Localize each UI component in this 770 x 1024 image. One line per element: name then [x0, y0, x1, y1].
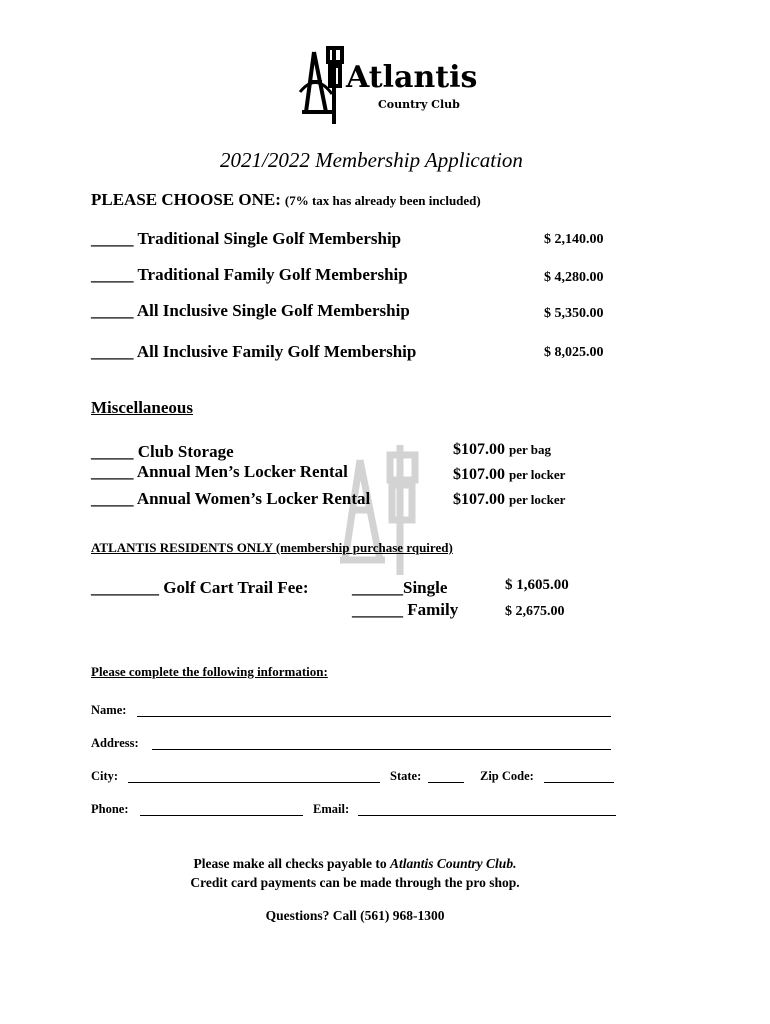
logo-name: Atlantis [346, 60, 478, 95]
phone-label: Phone: [91, 802, 129, 816]
logo-subtitle: Country Club [378, 98, 460, 111]
misc-item[interactable] [91, 489, 370, 509]
membership-option[interactable] [91, 229, 401, 249]
blank-line: _____ [91, 301, 134, 320]
cart-fee-label: Golf Cart Trail Fee: [163, 578, 309, 597]
misc-item[interactable] [91, 462, 348, 482]
misc-price-row [453, 466, 565, 484]
membership-label: All Inclusive Family Golf Membership [136, 342, 417, 361]
blank-line: ________ [91, 578, 159, 597]
family-price: $ 2,675.00 [505, 604, 565, 619]
email-label: Email: [313, 802, 350, 816]
blank-line: _____ [91, 489, 134, 508]
membership-option[interactable] [91, 265, 408, 285]
cart-fee-row[interactable] [91, 578, 309, 598]
blank-line: _____ [91, 229, 134, 248]
address-label: Address: [91, 736, 139, 750]
city-label: City: [91, 769, 119, 783]
credit-note: Credit card payments can be made through the pro shop. [190, 875, 520, 890]
name-field[interactable] [137, 716, 611, 717]
tax-note: (7% tax has already been included) [284, 193, 481, 208]
checks-note [0, 856, 710, 872]
family-label: Family [407, 600, 459, 619]
state-label: State: [390, 769, 422, 783]
cart-fee-family[interactable] [352, 600, 458, 620]
name-label: Name: [91, 703, 127, 717]
choose-heading: PLEASE CHOOSE ONE: [91, 190, 281, 209]
misc-label: Annual Men’s Locker Rental [136, 462, 348, 481]
questions-note: Questions? Call (561) 968-1300 [265, 908, 445, 923]
membership-label: All Inclusive Single Golf Membership [136, 301, 410, 320]
cart-fee-single[interactable] [352, 578, 447, 598]
membership-option[interactable] [91, 342, 416, 362]
atlantis-logo [296, 42, 476, 130]
state-field[interactable] [428, 782, 464, 783]
lighthouse-watermark-icon [330, 440, 450, 580]
membership-price: $ 2,140.00 [544, 232, 604, 247]
membership-price: $ 8,025.00 [544, 345, 604, 360]
misc-label: Club Storage [137, 442, 234, 461]
misc-unit: per bag [509, 442, 552, 457]
blank-line: ______ [352, 600, 403, 619]
city-field[interactable] [128, 782, 380, 783]
misc-price: $107.00 [453, 466, 505, 483]
membership-label: Traditional Family Golf Membership [137, 265, 408, 284]
misc-unit: per locker [509, 467, 566, 482]
membership-option[interactable] [91, 301, 410, 321]
single-label: Single [403, 578, 448, 597]
membership-price: $ 5,350.00 [544, 306, 604, 321]
misc-unit: per locker [509, 492, 566, 507]
misc-item[interactable] [91, 442, 234, 462]
blank-line: ______ [352, 578, 403, 597]
misc-price-row [453, 441, 551, 459]
blank-line: _____ [91, 442, 134, 461]
zip-label: Zip Code: [480, 769, 534, 783]
misc-price: $107.00 [453, 491, 505, 508]
residents-heading: ATLANTIS RESIDENTS ONLY (membership purchase rquired) [91, 540, 453, 555]
address-field[interactable] [152, 749, 611, 750]
zip-field[interactable] [544, 782, 614, 783]
blank-line: _____ [91, 265, 134, 284]
blank-line: _____ [91, 462, 134, 481]
page-title: 2021/2022 Membership Application [220, 148, 523, 172]
misc-heading: Miscellaneous [91, 398, 193, 417]
misc-price: $107.00 [453, 441, 505, 458]
email-field[interactable] [358, 815, 616, 816]
membership-price: $ 4,280.00 [544, 270, 604, 285]
checks-prefix: Please make all checks payable to [193, 856, 391, 871]
misc-label: Annual Women’s Locker Rental [136, 489, 371, 508]
misc-price-row [453, 491, 565, 509]
phone-field[interactable] [140, 815, 303, 816]
single-price: $ 1,605.00 [505, 577, 569, 593]
info-heading: Please complete the following information: [91, 664, 328, 679]
checks-payee: Atlantis Country Club. [390, 856, 517, 871]
choose-heading-row [91, 190, 481, 210]
blank-line: _____ [91, 342, 134, 361]
membership-label: Traditional Single Golf Membership [137, 229, 402, 248]
